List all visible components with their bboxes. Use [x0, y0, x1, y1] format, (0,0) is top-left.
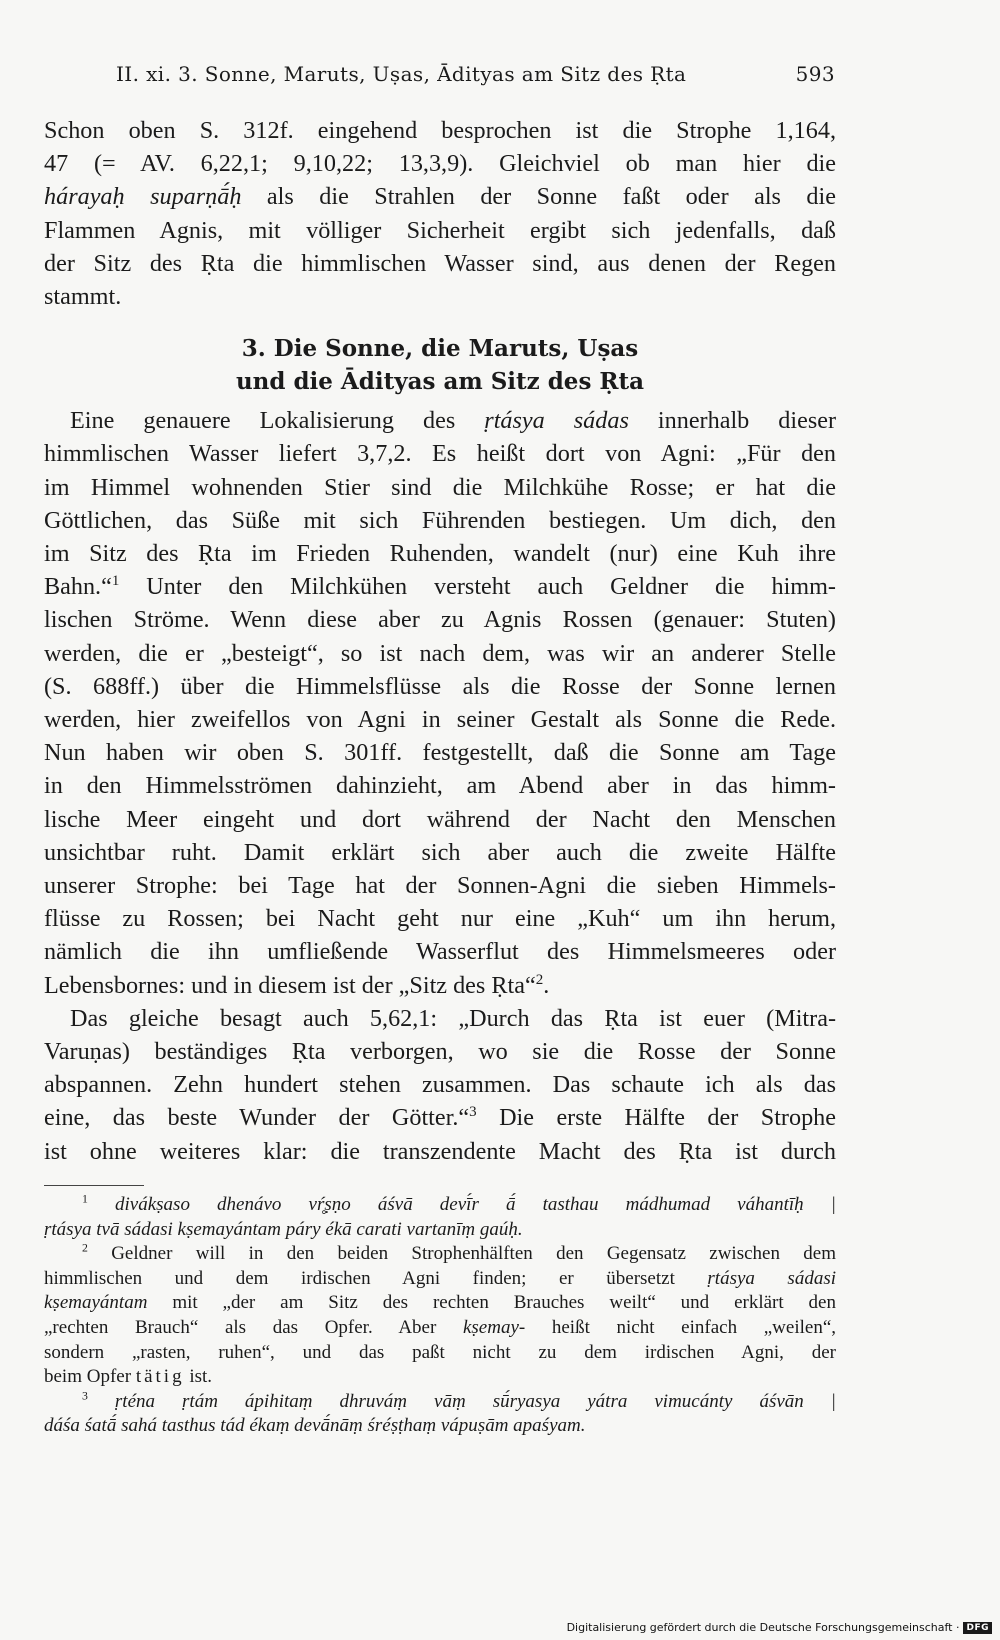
text-fragment: innerhalb dieser [628, 407, 837, 435]
digitization-credit [567, 1621, 992, 1634]
text-line: Varuṇas) beständiges Ṛta verborgen, wo sie die Rosse der Sonne [44, 1038, 836, 1066]
text-line: Das gleiche besagt auch 5,62,1: „Durch das Ṛta ist euer (Mitra- [70, 1004, 836, 1032]
credit-text: Digitalisierung gefördert durch die Deutsche Forschungsgemeinschaft · [566, 1621, 960, 1634]
text-fragment: „rechten Brauch“ als das Opfer. Aber [44, 1316, 463, 1338]
sanskrit-verse: divákṣaso dhenávo vŕ̥ṣṇo áśvā devī́r ā́ tasthau mádhumad váhantīḥ | [115, 1194, 837, 1215]
footnote-ref[interactable]: 3 [469, 1104, 477, 1121]
text-line: in den Himmelsströmen dahinzieht, am Abend aber in das himm- [44, 772, 836, 800]
main-text [44, 114, 836, 1168]
footnote-2 [44, 1242, 836, 1390]
text-line: nämlich die ihn umfließende Wasserflut des Himmelsmeeres oder [44, 938, 836, 966]
footnote-line: sondern „rasten, ruhen“, und das paßt nicht zu dem irdischen Agni, der [44, 1341, 836, 1363]
footnote-mark: 2 [82, 1241, 88, 1255]
footnote-ref[interactable]: 2 [535, 971, 544, 988]
sanskrit-term: kṣemay- [462, 1316, 526, 1338]
footnote-line [44, 1365, 836, 1390]
text-line: unserer Strophe: bei Tage hat der Sonnen-Agni die sieben Himmels- [44, 872, 836, 900]
text-line [44, 180, 836, 213]
footnote-mark: 1 [82, 1192, 88, 1206]
page-number: 593 [795, 62, 835, 86]
footnote-divider [44, 1185, 144, 1186]
footnote-line [44, 1414, 836, 1439]
text-fragment: himmlischen und dem irdischen Agni finden; er übersetzt [44, 1267, 708, 1289]
text-line: himmlischen Wasser liefert 3,7,2. Es heißt dort von Agni: „Für den [44, 440, 836, 468]
text-fragment: heißt nicht einfach „weilen“, [525, 1316, 836, 1338]
text-line [44, 570, 836, 603]
text-fragment: eine, das beste Wunder der Götter.“ [44, 1104, 470, 1132]
section-heading-line: und die Ādityas am Sitz des Ṛta [235, 367, 645, 395]
running-title: II. xi. 3. Sonne, Maruts, Uṣas, Ādityas am Sitz des Ṛta [116, 62, 687, 86]
footnote-mark: 3 [82, 1389, 88, 1403]
text-fragment: Geldner will in den beiden Strophenhälften den Gegensatz zwischen dem [87, 1243, 836, 1265]
text-fragment: Eine genauere Lokalisierung des [70, 407, 485, 435]
paragraph-1 [44, 404, 836, 1002]
footnote-line [44, 1267, 836, 1292]
text-line: der Sitz des Ṛta die himmlischen Wasser sind, aus denen der Regen [44, 249, 836, 277]
footnote-ref[interactable]: 1 [111, 573, 120, 590]
text-line: flüsse zu Rossen; bei Nacht geht nur eine „Kuh“ um ihn herum, [44, 905, 836, 933]
text-line: lische Meer eingeht und dort während der Nacht den Menschen [44, 805, 836, 833]
text-line: unsichtbar ruht. Damit erklärt sich aber auch die zweite Hälfte [44, 838, 836, 866]
text-fragment: Die erste Hälfte der Strophe [476, 1104, 836, 1132]
dfg-logo-icon: DFG [963, 1622, 992, 1634]
sanskrit-term: kṣemayántam [44, 1292, 148, 1314]
text-line: abspannen. Zehn hundert stehen zusammen. Das schaute ich als das [44, 1071, 836, 1099]
sanskrit-term: ṛtásya sádasi [707, 1267, 836, 1289]
text-line: Schon oben S. 312f. eingehend besprochen ist die Strophe 1,164, [44, 117, 836, 144]
text-line: im Sitz des Ṛta im Frieden Ruhenden, wandelt (nur) eine Kuh ihre [44, 540, 836, 568]
footnote-3 [44, 1390, 836, 1439]
text-line: Nun haben wir oben S. 301ff. festgestellt, daß die Sonne am Tage [44, 739, 836, 767]
text-fragment: als die Strahlen der Sonne faßt oder als die [241, 183, 836, 211]
sanskrit-verse: ṛtásya tvā sádasi kṣemayántam páry ékā carati vartanīṃ gaúḥ. [44, 1218, 523, 1240]
text-fragment: Bahn.“ [44, 573, 112, 601]
text-line: werden, hier zweifellos von Agni in seiner Gestalt als Sonne die Rede. [44, 706, 836, 734]
text-line [44, 404, 836, 437]
text-fragment: . [543, 971, 550, 999]
text-fragment: beim Opfer [44, 1366, 136, 1388]
sanskrit-verse: dáśa śatā́ sahá tasthus tád ékaṃ devā́nāṃ śréṣṭhaṃ vápuṣām apaśyam. [44, 1415, 586, 1437]
spaced-emphasis: tätig [135, 1366, 185, 1388]
section-heading-line: 3. Die Sonne, die Maruts, Uṣas [241, 335, 639, 363]
text-line: 47 (= AV. 6,22,1; 9,10,22; 13,3,9). Gleichviel ob man hier die [44, 150, 836, 178]
sanskrit-verse: ṛténa ṛtám ápihitaṃ dhruváṃ vāṃ sū́ryasya yátra vimucánty áśvān | [114, 1390, 837, 1412]
page-header [44, 62, 835, 96]
paragraph-2 [44, 1002, 836, 1168]
footnote-1 [44, 1193, 836, 1242]
text-fragment: mit „der am Sitz des rechten Brauches weilt“ und erklärt den [147, 1292, 836, 1314]
footnote-line [44, 1193, 836, 1218]
text-line: Flammen Agnis, mit völliger Sicherheit ergibt sich jedenfalls, daß [44, 216, 836, 244]
intro-paragraph [44, 114, 836, 313]
text-fragment: ist. [184, 1366, 213, 1388]
text-fragment: Lebensbornes: und in diesem ist der „Sitz des Ṛta“ [44, 971, 536, 999]
footnote-line [44, 1291, 836, 1316]
text-line: im Himmel wohnenden Stier sind die Milchkühe Rosse; er hat die [44, 473, 836, 501]
footnote-line [44, 1316, 836, 1341]
section-heading [44, 333, 836, 398]
footnotes [44, 1193, 836, 1439]
text-line [44, 1101, 836, 1134]
footnote-line [44, 1218, 836, 1243]
sanskrit-term: ṛtásya sádas [484, 407, 629, 435]
footnote-line [44, 1242, 836, 1267]
text-line: werden, die er „besteigt“, so ist nach dem, was wir an anderer Stelle [44, 639, 836, 667]
text-line: (S. 688ff.) über die Himmelsflüsse als die Rosse der Sonne lernen [44, 672, 836, 700]
sanskrit-term: hárayaḥ suparṇā́ḥ [44, 183, 242, 211]
text-line: ist ohne weiteres klar: die transzendente Macht des Ṛta ist durch [44, 1137, 836, 1165]
text-line: Göttlichen, das Süße mit sich Führenden bestiegen. Um dich, den [44, 506, 836, 534]
footnote-line [44, 1390, 836, 1415]
text-fragment: Unter den Milchkühen versteht auch Geldner die himm- [119, 573, 836, 601]
text-line: lischen Ströme. Wenn diese aber zu Agnis Rossen (genauer: Stuten) [44, 606, 836, 634]
text-line: stammt. [44, 283, 122, 311]
text-line [44, 969, 836, 1002]
